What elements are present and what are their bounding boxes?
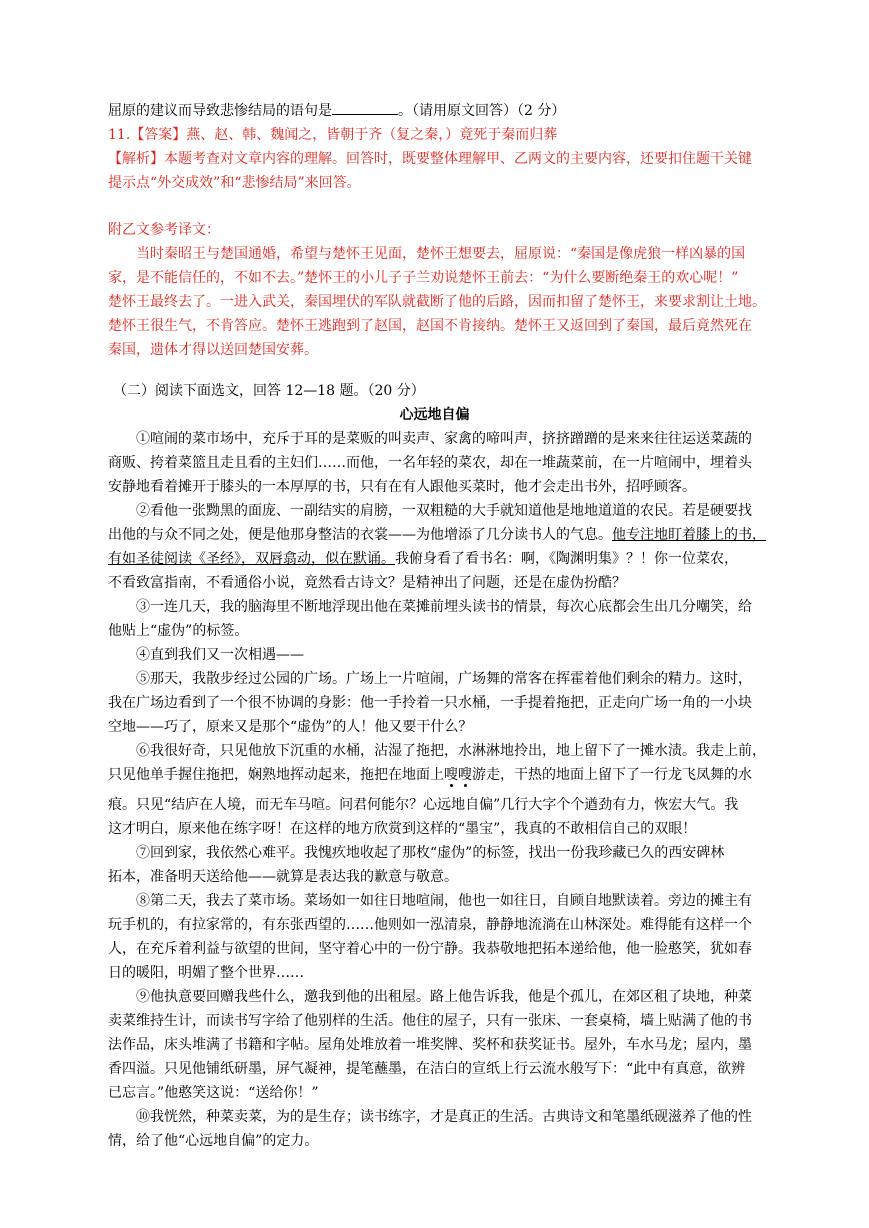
analysis-text: 本题考查对文章内容的理解。回答时，既要整体理解甲、乙两文的主要内容，还要扣住题干关键 [164, 151, 752, 167]
essay-title: 心远地自偏 [399, 407, 470, 423]
paragraph-line: 痕。只见“结庐在人境，而无车马喧。问君何能尔？心远地自偏”几行大字个个遒劲有力，恢宏大气。我 [108, 797, 739, 813]
plain-text: 游走，干热的地面上留下了一行龙飞凤舞的水 [472, 767, 752, 783]
answer-line [108, 123, 557, 147]
answer-label: 11.【答案】 [108, 127, 187, 143]
paragraph-line: 这才明白，原来他在练字呀！在这样的地方欣赏到这样的“墨宝”，我真的不敢相信自己的双眼！ [108, 821, 697, 837]
underlined-text: 他专注地盯着膝上的书， [612, 527, 766, 543]
plain-text: 只见他单手握住拖把，娴熟地挥动起来，拖把在地面上 [108, 767, 444, 783]
translation-heading: 附乙文参考译文： [108, 222, 220, 238]
translation-line: 家，是不能信任的，不如不去。”楚怀王的小儿子子兰劝说楚怀王前去：“为什么要断绝秦王的欢心呢！” [108, 270, 739, 286]
analysis-label: 【解析】 [108, 151, 164, 167]
paragraph-line: 安静地看着摊开于膝头的一本厚厚的书，只有在有人跟他买菜时，他才会走出书外，招呼顾客。 [108, 479, 696, 495]
paragraph-line: 空地——巧了，原来又是那个“虚伪”的人！他又要干什么？ [108, 719, 473, 735]
paragraph-line: 不看致富指南，不看通俗小说，竟然看古诗文？是精神出了问题，还是在虚伪扮酷？ [108, 575, 626, 591]
question-text-tail: 。（请用原文回答）（2 分） [398, 103, 566, 119]
paragraph-line: 他贴上“虚伪”的标签。 [108, 623, 249, 639]
plain-text: 我俯身看了看书名：啊，《陶渊明集》？！你一位菜农， [395, 551, 738, 567]
paragraph-line: 法作品，床头堆满了书籍和字帖。屋角处堆放着一堆奖牌、奖杯和获奖证书。屋外，车水马龙；屋内，墨 [108, 1037, 752, 1053]
paragraph-line: 玩手机的，有拉家常的，有东张西望的……他则如一泓清泉，静静地流淌在山林深处。难得能有这样一个 [108, 917, 752, 933]
paragraph-line [108, 763, 752, 787]
paragraph-line: 日的暖阳，明媚了整个世界…… [108, 965, 304, 981]
answer-blank [332, 99, 398, 115]
paragraph-line: ①喧闹的菜市场中，充斥于耳的是菜贩的叫卖声、家禽的啼叫声，挤挤蹭蹭的是来来往往运送菜蔬的 [136, 431, 752, 447]
paragraph-line: 卖菜维持生计，而读书写字给了他别样的生活。他住的屋子，只有一张床、一套桌椅，墙上贴满了他的书 [108, 1013, 752, 1029]
section-intro: （二）阅读下面选文，回答 12—18 题。（20 分） [113, 383, 425, 399]
translation-line: 当时秦昭王与楚国通婚，希望与楚怀王见面，楚怀王想要去，屈原说：“秦国是像虎狼一样凶暴的国 [136, 246, 746, 262]
paragraph-line: 商贩、挎着菜篮且走且看的主妇们……而他，一名年轻的菜农，却在一堆蔬菜前，在一片喧闹中，埋着头 [108, 455, 752, 471]
emphasis-dot-char: 嗖 [444, 767, 458, 783]
analysis-line-1 [108, 147, 752, 171]
paragraph-line [108, 523, 766, 547]
underlined-text: 有如圣徒阅读《圣经》，双唇翕动，似在默诵。 [108, 551, 395, 567]
paragraph-line [108, 547, 738, 571]
answer-text: 燕、赵、韩、魏闻之，皆朝于齐（复之秦，）竟死于秦而归葬 [186, 127, 558, 143]
paragraph-line: ⑨他执意要回赠我些什么，邀我到他的出租屋。路上他告诉我，他是个孤儿，在郊区租了块地，种菜 [136, 989, 752, 1005]
question-text: 屈原的建议而导致悲惨结局的语句是 [108, 103, 332, 119]
paragraph-line: ⑧第二天，我去了菜市场。菜场如一如往日地喧闹，他也一如往日，自顾自地默读着。旁边的摊主有 [136, 893, 752, 909]
paragraph-line: ⑩我恍然，种菜卖菜，为的是生存；读书练字，才是真正的生活。古典诗文和笔墨纸砚滋养了他的性 [136, 1109, 752, 1125]
paragraph-line: ⑥我很好奇，只见他放下沉重的水桶，沾湿了拖把，水淋淋地拎出，地上留下了一摊水渍。我走上前， [136, 743, 766, 759]
paragraph-line: ⑤那天，我散步经过公园的广场。广场上一片喧闹，广场舞的常客在挥霍着他们剩余的精力。这时， [136, 671, 752, 687]
emphasis-dot-char: 嗖 [458, 767, 472, 783]
translation-line: 秦国，遗体才得以送回楚国安葬。 [108, 342, 318, 358]
translation-line: 楚怀王很生气，不肯答应。楚怀王逃跑到了赵国，赵国不肯接纳。楚怀王又返回到了秦国，最后竟然死在 [108, 318, 752, 334]
paragraph-line: ④直到我们又一次相遇—— [136, 647, 304, 663]
paragraph-line: ⑦回到家，我依然心难平。我愧疚地收起了那枚“虚伪”的标签，找出一份我珍藏已久的西安碑林 [136, 845, 725, 861]
paragraph-line: 人，在充斥着利益与欲望的世间，坚守着心中的一份宁静。我恭敬地把拓本递给他，他一脸憨笑，犹如春 [108, 941, 752, 957]
paragraph-line: 我在广场边看到了一个很不协调的身影：他一手拎着一只水桶，一手提着拖把，正走向广场一角的一小块 [108, 695, 752, 711]
paragraph-line: 情，给了他“心远地自偏”的定力。 [108, 1133, 319, 1149]
analysis-line-2: 提示点“外交成效”和“悲惨结局”来回答。 [108, 175, 361, 191]
plain-text: 出他的与众不同之处，便是他那身整洁的衣裳——为他增添了几分读书人的气息。 [108, 527, 612, 543]
paragraph-line: ②看他一张黝黑的面庞、一副结实的肩膀，一双粗糙的大手就知道他是地地道道的农民。若是硬要找 [136, 503, 752, 519]
paragraph-line: ③一连几天，我的脑海里不断地浮现出他在菜摊前埋头读书的情景，每次心底都会生出几分嘲笑，给 [136, 599, 752, 615]
paragraph-line: 已忘言。”他憨笑这说：“送给你！” [108, 1085, 319, 1101]
paragraph-line: 拓本，准备明天送给他——就算是表达我的歉意与敬意。 [108, 869, 458, 885]
paragraph-line: 香四溢。只见他铺纸研墨，屏气凝神，提笔蘸墨，在洁白的宣纸上行云流水般写下：“此中有真意，欲辨 [108, 1061, 746, 1077]
question-prompt [108, 99, 565, 123]
translation-line: 楚怀王最终去了。一进入武关，秦国埋伏的军队就截断了他的后路，因而扣留了楚怀王，来要求割让土地。 [108, 294, 766, 310]
